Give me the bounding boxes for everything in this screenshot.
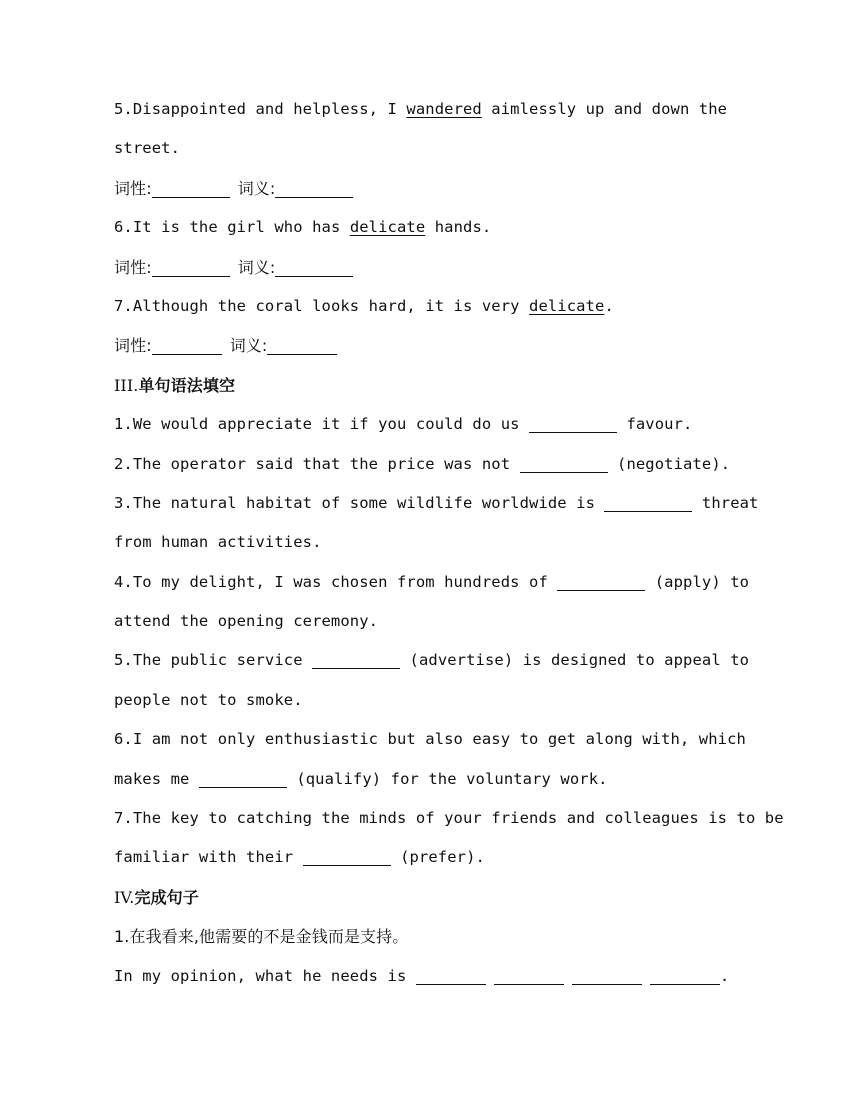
pos-label: 词性:	[114, 336, 152, 356]
grammar-item-1	[114, 405, 754, 444]
answer-blank[interactable]	[520, 454, 608, 473]
pos-label: 词性:	[114, 178, 152, 198]
item-number: 1.	[114, 927, 130, 947]
sentence-text: .	[604, 296, 614, 315]
sentence-text: makes me	[114, 769, 199, 788]
vocab-item-7-answer-row	[114, 326, 754, 365]
sentence-text: We would appreciate it if you could do us	[132, 415, 530, 434]
sentence-text: attend the opening ceremony.	[114, 612, 379, 631]
answer-blank[interactable]	[572, 966, 642, 985]
sentence-text: from human activities.	[114, 533, 322, 552]
vocab-item-7	[114, 287, 754, 326]
sentence-text: aimlessly up and down the	[481, 100, 728, 118]
item-number: 3.	[114, 493, 133, 512]
sentence-text: The key to catching the minds of your friends and colleagues is to be	[132, 809, 784, 828]
item-number: 5.	[114, 100, 133, 118]
grammar-item-6-continuation	[114, 760, 754, 799]
item-number: 6.	[114, 218, 133, 237]
section-title: 单句语法填空	[138, 375, 236, 395]
answer-blank[interactable]	[650, 966, 720, 985]
section-title: 完成句子	[134, 887, 199, 907]
translation-item-1-chinese	[114, 917, 754, 956]
sentence-text: The operator said that the price was not	[132, 454, 520, 473]
item-number: 2.	[114, 454, 133, 473]
answer-blank[interactable]	[312, 650, 400, 669]
sentence-text: .	[719, 966, 730, 985]
grammar-item-5	[114, 641, 754, 680]
chinese-prompt: 在我看来,他需要的不是金钱而是支持。	[129, 927, 409, 947]
grammar-item-5-continuation	[114, 681, 754, 720]
grammar-item-2	[114, 445, 754, 484]
meaning-label: 词义:	[229, 336, 268, 356]
translation-item-1-english	[114, 957, 754, 996]
grammar-item-7-continuation	[114, 838, 754, 877]
answer-blank[interactable]	[303, 847, 391, 866]
sentence-text: The public service	[132, 651, 313, 670]
sentence-text: (advertise) is designed to appeal to	[400, 651, 750, 670]
worksheet-page	[114, 90, 784, 996]
item-number: 6.	[114, 730, 133, 749]
sentence-text: The natural habitat of some wildlife worldwide is	[132, 493, 605, 512]
pos-answer-blank[interactable]	[152, 258, 230, 277]
vocab-item-6-answer-row	[114, 248, 754, 287]
item-number: 7.	[114, 809, 133, 828]
sentence-text: (qualify) for the voluntary work.	[286, 769, 608, 788]
underlined-word: wandered	[406, 100, 482, 118]
section-heading-iv	[114, 878, 754, 917]
sentence-text: It is the girl who has	[132, 218, 350, 237]
item-number: 7.	[114, 296, 133, 315]
sentence-text: (negotiate).	[607, 454, 731, 473]
sentence-text: (apply) to	[645, 572, 750, 591]
sentence-text: In my opinion, what he needs is	[114, 966, 416, 985]
item-number: 4.	[114, 572, 133, 591]
grammar-item-3-continuation	[114, 523, 754, 562]
meaning-answer-blank[interactable]	[275, 179, 353, 198]
grammar-item-6	[114, 720, 754, 759]
section-number: IV.	[114, 887, 135, 907]
sentence-text: To my delight, I was chosen from hundreds of	[132, 572, 558, 591]
vocab-item-5-continuation	[114, 129, 754, 168]
underlined-word: delicate	[349, 218, 426, 237]
sentence-text: familiar with their	[114, 848, 303, 867]
grammar-item-3	[114, 484, 759, 523]
meaning-label: 词义:	[237, 257, 276, 277]
answer-blank[interactable]	[416, 966, 486, 985]
sentence-text: favour.	[617, 415, 693, 434]
grammar-item-7	[114, 799, 784, 838]
answer-blank[interactable]	[529, 414, 617, 433]
answer-blank[interactable]	[557, 572, 645, 591]
answer-blank[interactable]	[199, 769, 287, 788]
sentence-text: threat	[692, 493, 759, 512]
pos-answer-blank[interactable]	[152, 179, 230, 198]
vocab-item-6	[114, 208, 754, 247]
grammar-item-4-continuation	[114, 602, 754, 641]
meaning-label: 词义:	[237, 178, 276, 198]
answer-blank[interactable]	[604, 493, 692, 512]
sentence-text: hands.	[425, 218, 492, 237]
meaning-answer-blank[interactable]	[267, 336, 337, 355]
pos-answer-blank[interactable]	[152, 336, 222, 355]
sentence-text: Although the coral looks hard, it is very	[132, 296, 530, 315]
section-number: III.	[114, 375, 139, 395]
vocab-item-5	[114, 90, 754, 129]
answer-blank[interactable]	[494, 966, 564, 985]
section-heading-iii	[114, 366, 754, 405]
sentence-text: street.	[114, 139, 181, 158]
item-number: 5.	[114, 651, 133, 670]
sentence-text: Disappointed and helpless, I	[132, 100, 407, 118]
sentence-text: I am not only enthusiastic but also easy to get along with, which	[132, 730, 746, 749]
grammar-item-4	[114, 563, 754, 602]
sentence-text: people not to smoke.	[114, 690, 303, 709]
pos-label: 词性:	[114, 257, 152, 277]
item-number: 1.	[114, 415, 133, 434]
sentence-text: (prefer).	[390, 848, 485, 867]
vocab-item-5-answer-row	[114, 169, 754, 208]
underlined-word: delicate	[529, 296, 605, 315]
meaning-answer-blank[interactable]	[275, 258, 353, 277]
